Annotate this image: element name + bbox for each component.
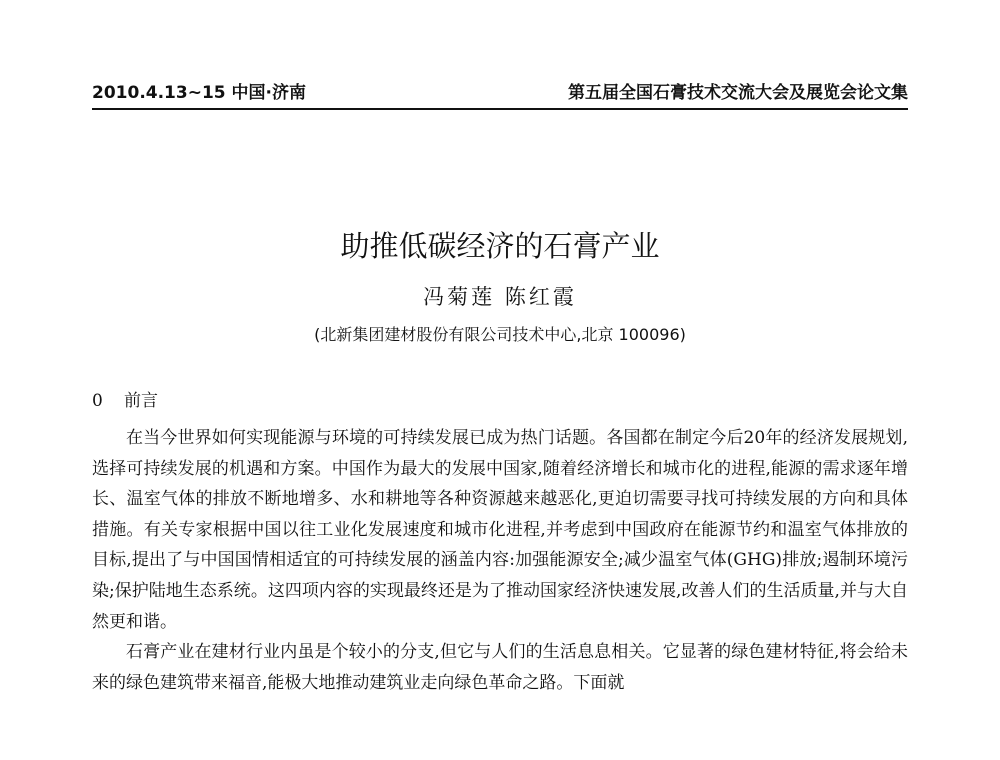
running-header: [92, 82, 908, 104]
header-date-location: 2010.4.13~15 中国·济南: [92, 83, 306, 103]
body-text: [92, 423, 908, 698]
section-heading: [92, 389, 908, 413]
paragraph: 在当今世界如何实现能源与环境的可持续发展已成为热门话题。各国都在制定今后20年的经济发展规划,选择可持续发展的机遇和方案。中国作为最大的发展中国家,随着经济增长和城市化的进程,能源的需求逐年增长、温室气体的排放不断地增多、水和耕地等各种资源越来越恶化,更迫切需要寻找可持续发展的方向和具体措施。有关专家根据中国以往工业化发展速度和城市化进程,并考虑到中国政府在能源节约和温室气体排放的目标,提出了与中国国情相适宜的可持续发展的涵盖内容:加强能源安全;减少温室气体(GHG)排放;遏制环境污染;保护陆地生态系统。这四项内容的实现最终还是为了推动国家经济快速发展,改善人们的生活质量,并与大自然更和谐。: [92, 428, 908, 632]
paper-affiliation: (北新集团建材股份有限公司技术中心,北京 100096): [314, 325, 686, 344]
paper-authors: 冯菊莲 陈红霞: [423, 285, 577, 309]
section-number: 0: [92, 391, 103, 411]
section-title: 前言: [124, 391, 158, 411]
header-rule: [92, 108, 908, 110]
paper-title: 助推低碳经济的石膏产业: [340, 229, 660, 263]
paragraph: 石膏产业在建材行业内虽是个较小的分支,但它与人们的生活息息相关。它显著的绿色建材特征,将会给未来的绿色建筑带来福音,能极大地推动建筑业走向绿色革命之路。下面就: [92, 642, 908, 693]
header-proceedings-title: 第五届全国石膏技术交流大会及展览会论文集: [568, 83, 908, 103]
